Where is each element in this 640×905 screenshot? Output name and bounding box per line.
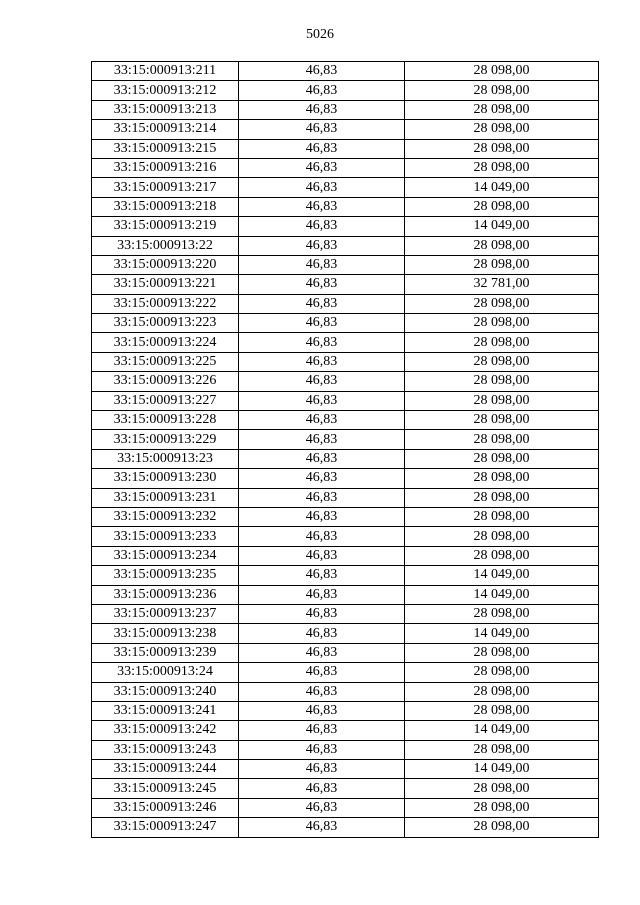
table-row	[92, 411, 599, 430]
cadastral-number-cell: 33:15:000913:224	[92, 333, 239, 352]
area-cell: 46,83	[239, 178, 405, 197]
area-cell: 46,83	[239, 469, 405, 488]
value-cell: 28 098,00	[405, 798, 599, 817]
value-cell: 28 098,00	[405, 488, 599, 507]
table-row	[92, 740, 599, 759]
value-cell: 14 049,00	[405, 178, 599, 197]
cadastral-number-cell: 33:15:000913:243	[92, 740, 239, 759]
cadastral-number-cell: 33:15:000913:242	[92, 721, 239, 740]
area-cell: 46,83	[239, 701, 405, 720]
cadastral-number-cell: 33:15:000913:215	[92, 139, 239, 158]
area-cell: 46,83	[239, 604, 405, 623]
area-cell: 46,83	[239, 100, 405, 119]
area-cell: 46,83	[239, 352, 405, 371]
value-cell: 28 098,00	[405, 333, 599, 352]
area-cell: 46,83	[239, 585, 405, 604]
cadastral-number-cell: 33:15:000913:241	[92, 701, 239, 720]
value-cell: 28 098,00	[405, 158, 599, 177]
table-row	[92, 430, 599, 449]
table-row	[92, 178, 599, 197]
area-cell: 46,83	[239, 721, 405, 740]
table-row	[92, 469, 599, 488]
table-row	[92, 818, 599, 837]
table-row	[92, 643, 599, 662]
value-cell: 28 098,00	[405, 682, 599, 701]
area-cell: 46,83	[239, 798, 405, 817]
area-cell: 46,83	[239, 546, 405, 565]
table-row	[92, 488, 599, 507]
value-cell: 14 049,00	[405, 566, 599, 585]
table-row	[92, 139, 599, 158]
cadastral-number-cell: 33:15:000913:229	[92, 430, 239, 449]
table-row	[92, 585, 599, 604]
table-row	[92, 197, 599, 216]
value-cell: 28 098,00	[405, 527, 599, 546]
cadastral-number-cell: 33:15:000913:214	[92, 120, 239, 139]
cadastral-number-cell: 33:15:000913:211	[92, 62, 239, 81]
area-cell: 46,83	[239, 62, 405, 81]
value-cell: 28 098,00	[405, 372, 599, 391]
value-cell: 28 098,00	[405, 197, 599, 216]
value-cell: 28 098,00	[405, 139, 599, 158]
value-cell: 28 098,00	[405, 314, 599, 333]
value-cell: 28 098,00	[405, 81, 599, 100]
cadastral-number-cell: 33:15:000913:234	[92, 546, 239, 565]
area-cell: 46,83	[239, 275, 405, 294]
table-row	[92, 527, 599, 546]
table-row	[92, 352, 599, 371]
table-row	[92, 566, 599, 585]
table-row	[92, 120, 599, 139]
value-cell: 28 098,00	[405, 818, 599, 837]
cadastral-number-cell: 33:15:000913:218	[92, 197, 239, 216]
cadastral-number-cell: 33:15:000913:219	[92, 217, 239, 236]
cadastral-number-cell: 33:15:000913:233	[92, 527, 239, 546]
area-cell: 46,83	[239, 197, 405, 216]
table-row	[92, 236, 599, 255]
value-cell: 14 049,00	[405, 760, 599, 779]
table-row	[92, 275, 599, 294]
cadastral-number-cell: 33:15:000913:239	[92, 643, 239, 662]
area-cell: 46,83	[239, 779, 405, 798]
value-cell: 28 098,00	[405, 546, 599, 565]
cadastral-number-cell: 33:15:000913:226	[92, 372, 239, 391]
value-cell: 28 098,00	[405, 120, 599, 139]
area-cell: 46,83	[239, 139, 405, 158]
cadastral-number-cell: 33:15:000913:216	[92, 158, 239, 177]
value-cell: 28 098,00	[405, 740, 599, 759]
area-cell: 46,83	[239, 236, 405, 255]
cadastral-number-cell: 33:15:000913:240	[92, 682, 239, 701]
cadastral-number-cell: 33:15:000913:24	[92, 663, 239, 682]
value-cell: 14 049,00	[405, 721, 599, 740]
area-cell: 46,83	[239, 333, 405, 352]
table-row	[92, 663, 599, 682]
table-row	[92, 604, 599, 623]
cadastral-number-cell: 33:15:000913:238	[92, 624, 239, 643]
value-cell: 14 049,00	[405, 585, 599, 604]
value-cell: 28 098,00	[405, 294, 599, 313]
cadastral-number-cell: 33:15:000913:222	[92, 294, 239, 313]
page-number: 5026	[306, 27, 334, 42]
table-row	[92, 798, 599, 817]
area-cell: 46,83	[239, 527, 405, 546]
value-cell: 28 098,00	[405, 701, 599, 720]
table-row	[92, 255, 599, 274]
area-cell: 46,83	[239, 682, 405, 701]
table-row	[92, 760, 599, 779]
area-cell: 46,83	[239, 314, 405, 333]
value-cell: 28 098,00	[405, 255, 599, 274]
value-cell: 32 781,00	[405, 275, 599, 294]
cadastral-number-cell: 33:15:000913:247	[92, 818, 239, 837]
area-cell: 46,83	[239, 391, 405, 410]
area-cell: 46,83	[239, 158, 405, 177]
cadastral-number-cell: 33:15:000913:245	[92, 779, 239, 798]
value-cell: 28 098,00	[405, 430, 599, 449]
value-cell: 28 098,00	[405, 236, 599, 255]
table-row	[92, 701, 599, 720]
area-cell: 46,83	[239, 217, 405, 236]
area-cell: 46,83	[239, 643, 405, 662]
value-cell: 14 049,00	[405, 217, 599, 236]
cadastral-number-cell: 33:15:000913:237	[92, 604, 239, 623]
table-row	[92, 217, 599, 236]
value-cell: 28 098,00	[405, 352, 599, 371]
value-cell: 28 098,00	[405, 411, 599, 430]
area-cell: 46,83	[239, 760, 405, 779]
cadastral-number-cell: 33:15:000913:230	[92, 469, 239, 488]
table-row	[92, 62, 599, 81]
value-cell: 14 049,00	[405, 624, 599, 643]
value-cell: 28 098,00	[405, 643, 599, 662]
cadastral-number-cell: 33:15:000913:213	[92, 100, 239, 119]
table-row	[92, 294, 599, 313]
area-cell: 46,83	[239, 294, 405, 313]
area-cell: 46,83	[239, 566, 405, 585]
area-cell: 46,83	[239, 449, 405, 468]
cadastral-number-cell: 33:15:000913:221	[92, 275, 239, 294]
table-body	[92, 62, 599, 838]
area-cell: 46,83	[239, 81, 405, 100]
table-row	[92, 624, 599, 643]
cadastral-number-cell: 33:15:000913:227	[92, 391, 239, 410]
value-cell: 28 098,00	[405, 779, 599, 798]
cadastral-number-cell: 33:15:000913:231	[92, 488, 239, 507]
table-row	[92, 333, 599, 352]
table-row	[92, 682, 599, 701]
area-cell: 46,83	[239, 488, 405, 507]
table-row	[92, 449, 599, 468]
table-row	[92, 372, 599, 391]
area-cell: 46,83	[239, 663, 405, 682]
area-cell: 46,83	[239, 411, 405, 430]
table-row	[92, 81, 599, 100]
area-cell: 46,83	[239, 255, 405, 274]
area-cell: 46,83	[239, 818, 405, 837]
cadastral-number-cell: 33:15:000913:22	[92, 236, 239, 255]
value-cell: 28 098,00	[405, 100, 599, 119]
cadastral-number-cell: 33:15:000913:228	[92, 411, 239, 430]
value-cell: 28 098,00	[405, 507, 599, 526]
cadastral-number-cell: 33:15:000913:223	[92, 314, 239, 333]
cadastral-number-cell: 33:15:000913:220	[92, 255, 239, 274]
cadastral-number-cell: 33:15:000913:23	[92, 449, 239, 468]
table-row	[92, 100, 599, 119]
value-cell: 28 098,00	[405, 469, 599, 488]
table-row	[92, 507, 599, 526]
cadastral-number-cell: 33:15:000913:225	[92, 352, 239, 371]
value-cell: 28 098,00	[405, 663, 599, 682]
value-cell: 28 098,00	[405, 62, 599, 81]
cadastral-number-cell: 33:15:000913:217	[92, 178, 239, 197]
table-row	[92, 391, 599, 410]
cadastral-number-cell: 33:15:000913:246	[92, 798, 239, 817]
cadastral-number-cell: 33:15:000913:212	[92, 81, 239, 100]
table-row	[92, 779, 599, 798]
area-cell: 46,83	[239, 120, 405, 139]
cadastral-number-cell: 33:15:000913:244	[92, 760, 239, 779]
area-cell: 46,83	[239, 507, 405, 526]
table-row	[92, 546, 599, 565]
data-table	[91, 61, 599, 838]
table-row	[92, 314, 599, 333]
table-row	[92, 158, 599, 177]
area-cell: 46,83	[239, 740, 405, 759]
table-row	[92, 721, 599, 740]
value-cell: 28 098,00	[405, 604, 599, 623]
cadastral-number-cell: 33:15:000913:236	[92, 585, 239, 604]
cadastral-number-cell: 33:15:000913:235	[92, 566, 239, 585]
area-cell: 46,83	[239, 430, 405, 449]
area-cell: 46,83	[239, 624, 405, 643]
value-cell: 28 098,00	[405, 391, 599, 410]
area-cell: 46,83	[239, 372, 405, 391]
value-cell: 28 098,00	[405, 449, 599, 468]
cadastral-number-cell: 33:15:000913:232	[92, 507, 239, 526]
